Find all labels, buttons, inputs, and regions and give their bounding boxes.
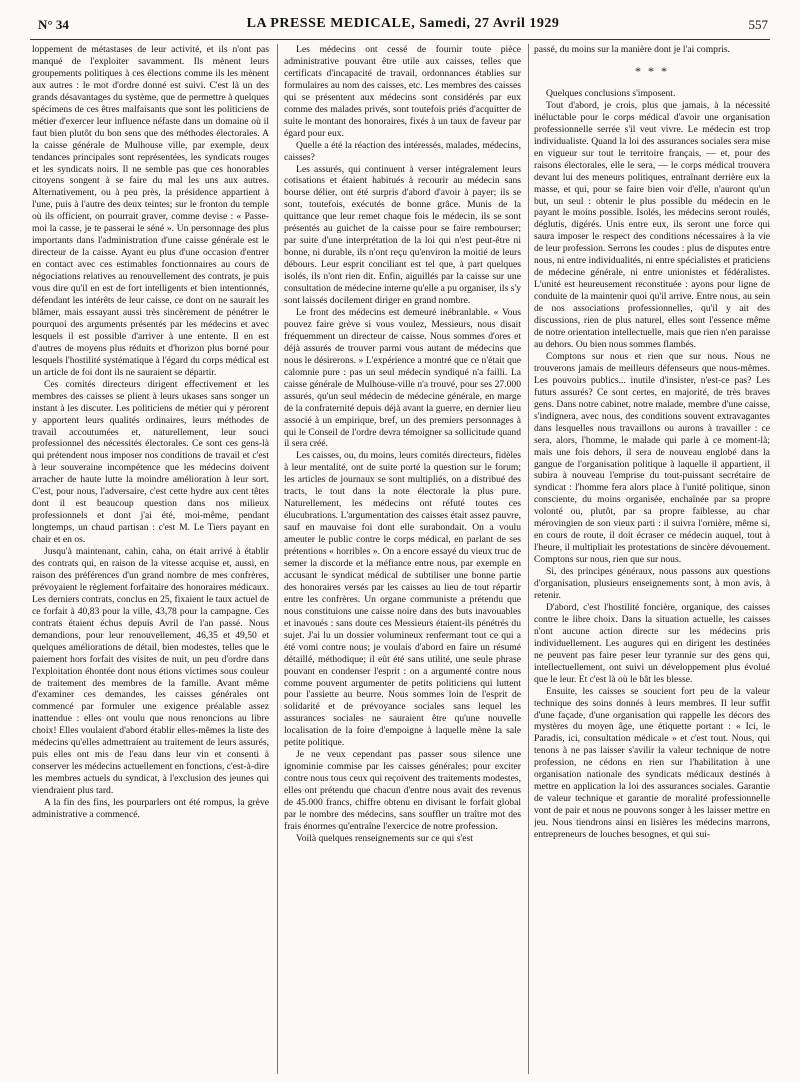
paragraph: Jusqu'à maintenant, cahin, caha, on était arrivé à établir des contrats qui, en raison de la vitesse acquise et, aussi, en raison des préférences d'un grand nombre de mes confrères, prévoyaient le règlement forfaitaire des honoraires médicaux. Les derniers contrats, conclus en 25, fixaient le taux actuel de ce forfait à 40,83 pour la ville, 43,78 pour la campagne. Ces contrats étaient échus depuis Avril de l'an passé. Nous demandions, pour leur renouvellement, 46,35 et 49,50 et quelques améliorations de détail, bien modestes, telles que le paiement hors forfait des visites de nuit, un peu d'ordre dans l'exploitation éhontée dont nous étions victimes sous couleur de traitement des membres de la famille. Avant même d'examiner ces demandes, les caisses générales ont commencé par formuler une exigence préalable assez inattendue : elles ont voulu que nous renoncions au libre choix! Elles voulaient d'abord établir elles-mêmes la liste des médecins qu'elles admettraient au traitement de leurs assurés, puis elles ont mis de l'eau dans leur vin et consenti à conserver les médecins actuellement en fonctions, c'est-à-dire les membres actuels du syndicat, à l'exclusion des jeunes qui viendraient plus tard.	[32, 546, 269, 797]
paragraph: Voilà quelques renseignements sur ce qui s'est	[296, 832, 473, 844]
column-divider	[277, 44, 278, 1074]
header-rule	[30, 39, 770, 40]
paragraph: loppement de métastases de leur activité, et ils n'ont pas manqué de l'exploiter savamment. Ils mènent leurs groupements politiques à ces élections comme ils les mènent aux autres : le mot d'ordre donné est suivi. C'est là un des grands désavantages du système, que de permettre à quelques spécimens de ces êtres malfaisants que sont les politiciens de métier d'exercer leur influence néfaste dans un domaine où il faut bien plutôt du bon sens que des méthodes électorales. A la caisse générale de Mulhouse ville, par exemple, deux tendances principales sont représentées, les syndicats rouges et les syndicats noirs. Il ne semble pas que ces honorables citoyens songent à se faire du mal les uns aux autres. Alternativement, ou à peu près, la présidence appartient à l'une, puis à l'autre des deux teintes; sur le fronton du temple où ils officient, on pourrait graver, comme devise : « Passe-moi la casse, je te passerai le séné ». Un personnage des plus importants dans l'administration d'une caisse générale est le directeur de la caisse. Ayant eu plus d'une occasion d'entrer en contact avec ces estimables fonctionnaires au cours de négociations relatives au renouvellement des contrats, je puis vous dire qu'il en est de fort intelligents et bien intentionnés, défendant les intérêts de leur caisse, ce dont on ne saurait les blâmer, mais essayant aussi très sincèrement de pénétrer le pourquoi des arguments présentés par les médecins et avec lesquels il est possible d'arriver à une entente. Il en est d'autres de moyens plus réduits et d'horizon plus borné pour lesquels l'hostilité systématique à l'égard du corps médical est un article de foi dont ils ne sauraient se départir.	[32, 44, 269, 378]
article-column-3	[534, 44, 770, 1074]
article-column-2	[284, 44, 521, 1074]
article-column-1	[32, 44, 269, 1074]
paragraph: Ensuite, les caisses se soucient fort peu de la valeur technique des soins donnés à leurs membres. Il leur suffit d'une façade, d'une organisation qui rappelle les décors des mystères du moyen âge, une étiquette portant : « Ici, le Paradis, ici, consultation médicale » et c'est tout. Nous, qui tenons à ne pas laisser s'avilir la valeur technique de notre profession, ne cédons en rien sur l'habilitation à une organisation nationale des syndicats médicaux destinés à mettre en application la loi des assurances sociales. Garantie de valeur technique et garantie de moralité professionnelle vont de pair et nous ne pouvons songer à les laisser mettre en jeu. Nous tiendrons ainsi en lisières les médecins marrons, entrepreneurs de louches besognes, et qui sui-	[534, 685, 770, 841]
journal-title: LA PRESSE MEDICALE, Samedi, 27 Avril 1929	[246, 16, 560, 31]
paragraph: D'abord, c'est l'hostilité foncière, organique, des caisses contre le libre choix. Dans la situation actuelle, les caisses n'ont aucune action directe sur les médecins pris individuellement. Les augures qui en dirigent les destinées ne peuvent pas faire peser leur tyrannie sur des gens qui, intellectuellement, ont suivi un développement plus évolué que le leur. Et c'est là où le bât les blesse.	[534, 601, 770, 685]
issue-number: N° 34	[38, 17, 69, 32]
paragraph: Les assurés, qui continuent à verser intégralement leurs cotisations et étaient habitués à recourir au médecin sans bourse délier, ont été surpris d'abord d'avoir à payer; ils se sont, toutefois, exécutés de bonne grâce. Munis de la quittance que leur remet chaque fois le médecin, ils se sont présentés au guichet de la caisse pour se faire rembourser; par suite d'une interprétation de la loi qui n'est peut-être ni bonne, ni durable, ils n'ont reçu qu'environ la moitié de leurs débours. Leur esprit conciliant est tel que, à part quelques isolés, ils n'ont rien dit. Enfin, aiguillés par la caisse sur une consultation de médecine interne qu'elle a pu organiser, ils s'y sont laissés docilement diriger en grand nombre.	[284, 163, 521, 307]
paragraph: Quelle a été la réaction des intéressés, malades, médecins, caisses?	[284, 139, 521, 163]
paragraph: Ces comités directeurs dirigent effectivement et les membres des caisses se plient à leurs ukases sans songer un instant à les discuter. Les politiciens de métier qui y pérorent y apportent leurs qualités ordinaires, leurs méthodes de travail accoutumées et, naturellement, leur souci professionnel des nécessités électorales. Ce sont ces gens-là qui prétendent nous imposer nos conditions de travail et c'est à leur souveraine incompétence que les médecins doivent arracher de haute lutte la moindre amélioration à leur sort. C'est, pour nous, l'adversaire, c'est cette hydre aux cent têtes dont il est beaucoup question dans nos milieux professionnels et dont j'ai été, moi-même, pendant longtemps, un chaud partisan : c'est M. Le Tiers payant en chair et en os.	[32, 378, 269, 546]
column-divider	[528, 44, 529, 1074]
section-separator: * * *	[635, 63, 669, 78]
paragraph: Tout d'abord, je crois, plus que jamais, à la nécessité inéluctable pour le corps médical d'avoir une organisation professionnelle serrée s'il veut vivre. Le médecin est trop individualiste. Quand la loi des assurances sociales sera mise en vigueur sur tout le territoire français, — et, pour des raisons électorales, elle le sera, — le corps médical trouvera devant lui des meneurs politiques, entraînant derrière eux la masse, et qui, pour se faire bien voir d'elle, n'auront qu'un but, un seul : obtenir le plus possible du médecin en le payant le moins possible. Isolés, les médecins seront roulés, déglutis, digérés. Unis entre eux, ils seront une force qui saura imposer le respect des conditions nécessaires à la vie de leur profession. Serrons les coudes : plus de disputes entre nous, ni entre individualités, ni entre spécialistes et praticiens de médecine générale, ni entre unionistes et fédéralistes. L'unité est heureusement reconstituée : ayons pour ligne de conduite de la maintenir quoi qu'il arrive. Entre nous, au sein de nos associations professionnelles, qu'il y ait des discussions, rien de plus naturel, elles sont l'essence même de notre orientation intellectuelle, mais que rien n'en paraisse au dehors. Ou bien nous sommes flambés.	[534, 99, 770, 350]
paragraph: Les caisses, ou, du moins, leurs comités directeurs, fidèles à leur mentalité, ont de suite porté la question sur le forum; les articles de journaux se sont multipliés, on a distribué des tracts, le tout dans la note électorale la plus pure. Naturellement, les médecins ont réfuté toutes ces élucubrations. L'argumentation des caisses était assez pauvre, sauf en mauvaise foi dont elle surabondait. On a voulu ameuter le public contre le corps médical, en parlant de ses prétentions « horribles ». On a encore essayé du vieux truc de semer la discorde et la méfiance entre nous, par exemple en accusant le syndicat médical de subtiliser une bonne partie des honoraires versés par les caisses au lieu de tout répartir entre les confrères. Un organe communiste a prétendu que nous constituions une caisse noire dans des buts inavouables et inavoués : sans doute ces Messieurs étaient-ils pénétrés du sujet. J'ai lu un dossier volumineux renfermant tout ce qui a été vomi contre nous; je voulais d'abord en faire un résumé détaillé, méthodique; il eût été sans utilité, une seule phrase pouvant en condenser l'esprit : on a argumenté contre nous comme pouvent argumenter de petits politiciens qui luttent pour l'assiette au beurre. Nous sommes loin de l'esprit de solidarité et de prévoyance sociales sans lequel les assurances sociales ne sauraient être qu'une nouvelle localisation de la foire d'empoigne à laquelle mène la sale petite politique.	[284, 450, 521, 749]
paragraph: passé, du moins sur la manière dont je l'ai compris.	[534, 44, 730, 55]
page-header	[38, 14, 768, 36]
paragraph: Le front des médecins est demeuré inébranlable. « Vous pouvez faire grève si vous voulez, Messieurs, nous disait fréquemment un directeur de caisse. Nous sommes d'ores et déjà assurés de trouver parmi vous autant de médecins que nous le désirerons. » L'expérience a montré que ce n'était que calomnie pure : pas un seul médecin syndiqué n'a failli. La caisse générale de Mulhouse-ville n'a trouvé, pour ses 27.000 assurés, qu'un seul médecin de médecine générale, en marge de la confraternité depuis déjà avant la guerre, en dernier lieu associé à un empirique, bref, un des premiers personnages à qui le Conseil de l'ordre devra témoigner sa sollicitude quand il sera créé.	[284, 306, 521, 450]
paragraph: Quelques conclusions s'imposent.	[546, 87, 676, 99]
paragraph: A la fin des fins, les pourparlers ont été rompus, la grève administrative a commencé.	[32, 797, 269, 820]
paragraph: Comptons sur nous et rien que sur nous. Nous ne trouverons jamais de meilleurs défenseurs que nous-mêmes. Les pouvoirs publics... inutile d'insister, n'est-ce pas? Les futurs assurés? Ce sont certes, en majorité, de très braves gens. Dans notre cabinet, notre malade, membre d'une caisse, s'indignera, avec nous, des conditions souvent extravagantes dans lesquelles nous travaillons ou aurons à travailler : ce sera, alors, l'homme, le malade qui parle à ce moment-là; mais une fois dehors, il sera de nouveau englobé dans la gangue de l'organisation politique à laquelle il appartient, il subira à nouveau l'emprise du tout-puissant secrétaire de syndicat : l'homme fera alors place à l'unité politique, sinon consciente, du moins organisée, enchaînée par sa propre volonté ou, plutôt, par sa propre faiblesse, au char mérovingien de son vieux parti : il suivra l'ornière, même si, en cours de route, il doit écraser ce médecin auquel, tout à l'heure, il multipliait les protestations de sincère dévouement. Comptons sur nous, rien que sur nous.	[534, 350, 770, 566]
paragraph: Si, des principes généraux, nous passons aux questions d'organisation, plusieurs enseignements sont, à mon avis, à retenir.	[534, 566, 770, 601]
page-number: 557	[748, 17, 768, 32]
paragraph: Je ne veux cependant pas passer sous silence une ignominie commise par les caisses générales; pour exciter contre nous tous ceux qui reçoivent des traitements modestes, elles ont prétendu que chacun d'entre nous avait des revenus de 45.000 francs, chiffre obtenu en divisant le forfait global par le nombre des médecins, sans souffler un traître mot des frais énormes qu'entraîne l'exercice de notre profession.	[284, 749, 521, 832]
paragraph: Les médecins ont cessé de fournir toute pièce administrative pouvant être utile aux caisses, telles que certificats d'incapacité de travail, ordonnances établies sur formulaires au nom des caisses, etc. Les membres des caisses qui se présentent aux médecins sont considérés par eux comme des malades privés, sont toutefois priés d'acquitter de suite le montant des honoraires, fixés à un taux de faveur par égard pour eux.	[284, 44, 521, 139]
